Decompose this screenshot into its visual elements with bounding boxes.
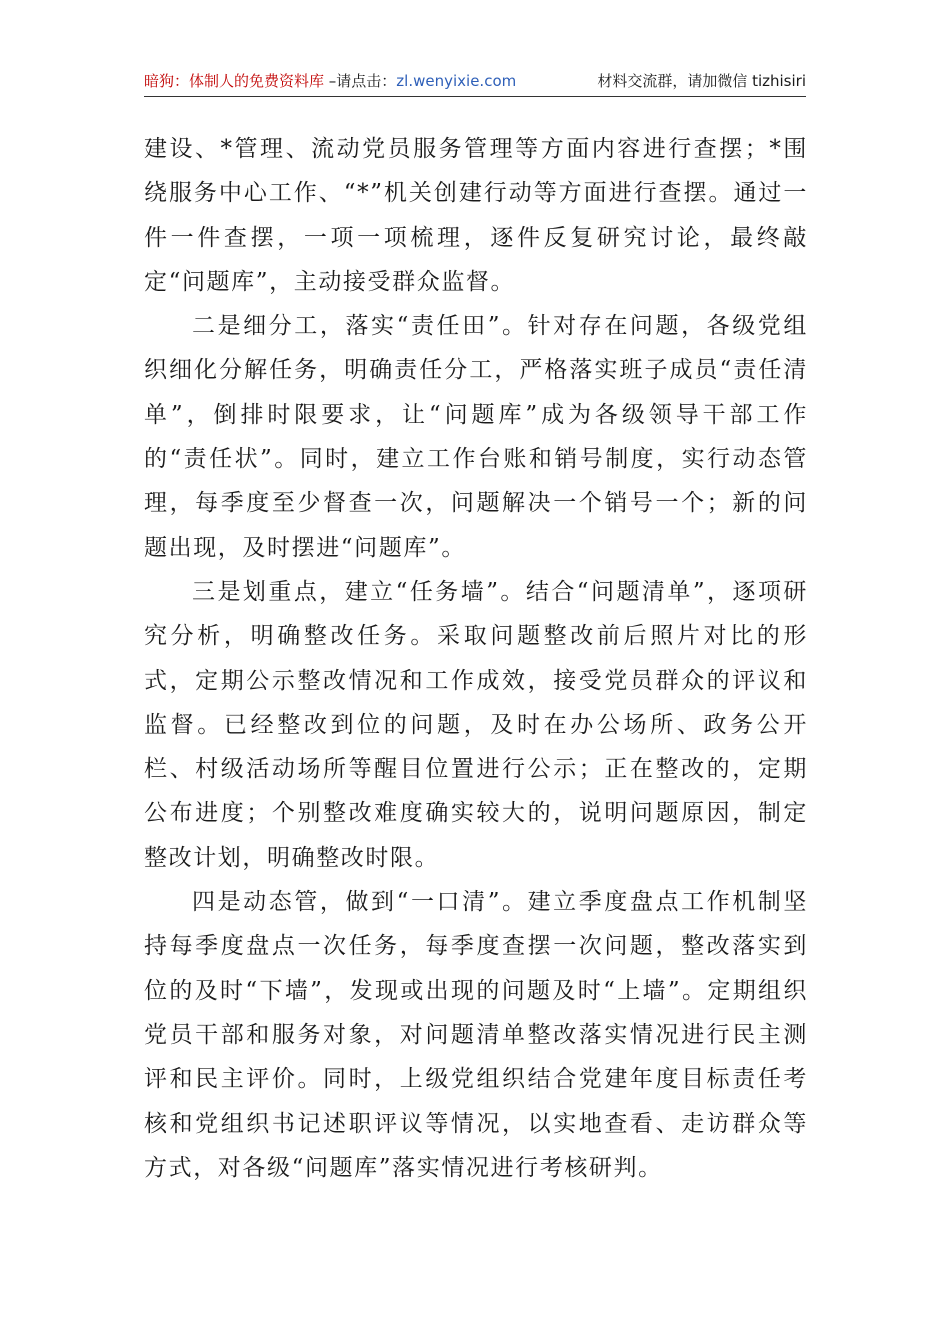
paragraph-continued: 建设、*管理、流动党员服务管理等方面内容进行查摆；*围绕服务中心工作、“*”机关创建行动等方面进行查摆。通过一件一件查摆，一项一项梳理，逐件反复研究讨论，最终敲定“问题库”，主动接受群众监督。 [144, 136, 808, 295]
header-site-name: 暗狗：体制人的免费资料库 [144, 72, 325, 90]
header-wechat-note: 材料交流群，请加微信 tizhisiri [597, 72, 806, 90]
header-link[interactable]: zl.wenyixie.com [396, 72, 517, 90]
paragraph-dynamic-management: 四是动态管，做到“一口清”。建立季度盘点工作机制坚持每季度盘点一次任务，每季度查摆一次问题，整改落实到位的及时“下墙”，发现或出现的问题及时“上墙”。定期组织党员干部和服务对象，对问题清单整改落实情况进行民主测评和民主评价。同时，上级党组织结合党建年度目标责任考核和党组织书记述职评议等情况，以实地查看、走访群众等方式，对各级“问题库”落实情况进行考核研判。 [144, 889, 808, 1181]
page-header [144, 68, 806, 97]
paragraph-division-of-labor: 二是细分工，落实“责任田”。针对存在问题，各级党组织细化分解任务，明确责任分工，严格落实班子成员“责任清单”，倒排时限要求，让“问题库”成为各级领导干部工作的“责任状”。同时，建立工作台账和销号制度，实行动态管理，每季度至少督查一次，问题解决一个销号一个；新的问题出现，及时摆进“问题库”。 [144, 313, 808, 561]
document-body [144, 127, 808, 1190]
header-click-prompt: –请点击： [324, 72, 397, 90]
paragraph-task-wall: 三是划重点，建立“任务墙”。结合“问题清单”，逐项研究分析，明确整改任务。采取问题整改前后照片对比的形式，定期公示整改情况和工作成效，接受党员群众的评议和监督。已经整改到位的问题，及时在办公场所、政务公开栏、村级活动场所等醒目位置进行公示；正在整改的，定期公布进度；个别整改难度确实较大的，说明问题原因，制定整改计划，明确整改时限。 [144, 578, 808, 871]
